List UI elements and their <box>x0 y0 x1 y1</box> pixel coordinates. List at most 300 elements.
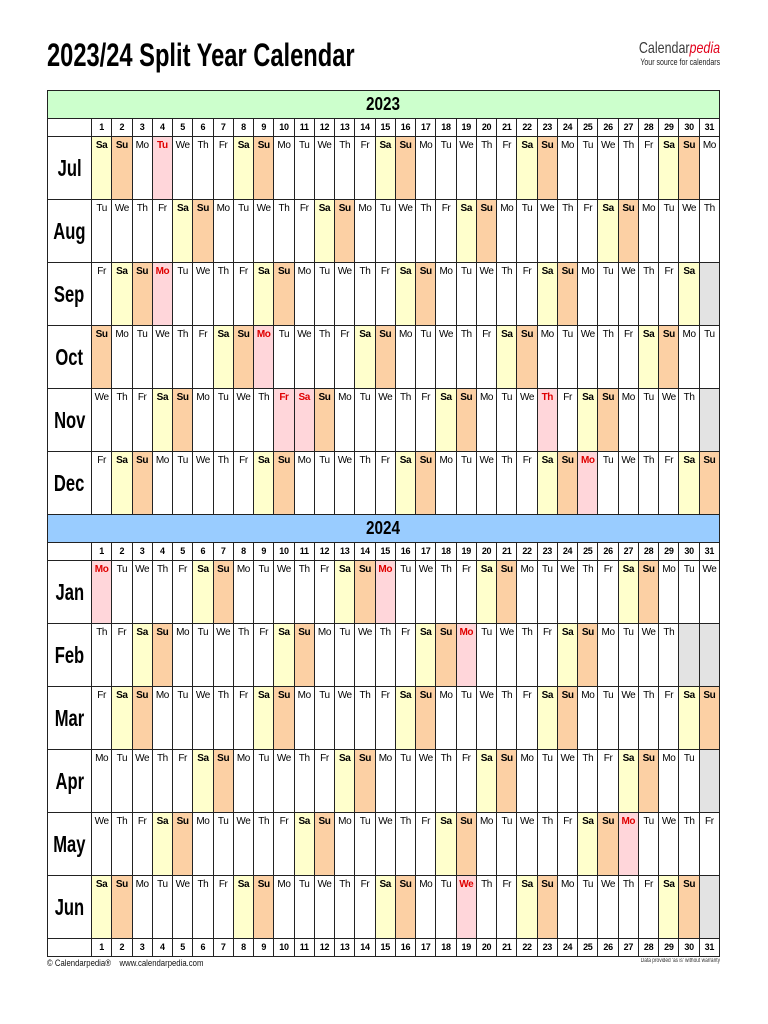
day-number: 7 <box>214 119 234 137</box>
day-cell: Th <box>376 624 396 687</box>
month-name: May <box>53 830 86 857</box>
saturday-cell: Sa <box>295 813 315 876</box>
day-number: 17 <box>416 939 436 957</box>
day-cell: Fr <box>214 876 234 939</box>
day-cell: Mo <box>477 389 497 452</box>
day-cell: We <box>335 687 355 750</box>
day-cell: Th <box>396 389 416 452</box>
day-number: 24 <box>558 543 578 561</box>
month-row-nov <box>48 389 720 452</box>
day-cell: Fr <box>153 200 173 263</box>
sunday-cell: Su <box>538 876 558 939</box>
saturday-cell: Sa <box>112 452 132 515</box>
day-number: 2 <box>112 543 132 561</box>
saturday-cell: Sa <box>538 263 558 326</box>
day-cell: We <box>538 200 558 263</box>
day-cell: Mo <box>436 687 456 750</box>
sunday-cell: Su <box>173 813 193 876</box>
day-cell: Tu <box>578 137 598 200</box>
day-cell: Th <box>153 750 173 813</box>
day-cell: Mo <box>355 200 375 263</box>
day-cell: Th <box>679 389 699 452</box>
day-cell: Mo <box>133 876 153 939</box>
day-cell: Fr <box>517 452 537 515</box>
day-cell: Fr <box>558 389 578 452</box>
sunday-cell: Su <box>639 750 659 813</box>
day-cell: We <box>234 813 254 876</box>
sunday-cell: Su <box>558 687 578 750</box>
day-number: 5 <box>173 939 193 957</box>
sunday-cell: Su <box>457 389 477 452</box>
day-cell: We <box>173 876 193 939</box>
day-cell: Mo <box>396 326 416 389</box>
day-cell: Fr <box>274 813 294 876</box>
holiday-cell: Fr <box>274 389 294 452</box>
day-cell: Mo <box>193 389 213 452</box>
sunday-cell: Su <box>376 326 396 389</box>
day-cell: Fr <box>193 326 213 389</box>
sunday-cell: Su <box>274 687 294 750</box>
day-number: 27 <box>619 939 639 957</box>
sunday-cell: Su <box>396 876 416 939</box>
day-number: 31 <box>700 119 720 137</box>
saturday-cell: Sa <box>214 326 234 389</box>
brand-tagline: Your source for calendars <box>640 57 720 67</box>
day-cell: Fr <box>234 263 254 326</box>
day-number: 30 <box>679 939 699 957</box>
month-label <box>48 750 92 813</box>
day-cell: Fr <box>659 687 679 750</box>
sunday-cell: Su <box>436 624 456 687</box>
day-cell: Fr <box>538 624 558 687</box>
day-cell: Th <box>679 813 699 876</box>
saturday-cell: Sa <box>436 389 456 452</box>
day-cell: We <box>92 813 112 876</box>
day-cell: Mo <box>112 326 132 389</box>
day-cell: Mo <box>234 561 254 624</box>
month-label <box>48 137 92 200</box>
sunday-cell: Su <box>659 326 679 389</box>
saturday-cell: Sa <box>315 200 335 263</box>
year-label: 2024 <box>366 518 401 538</box>
month-label <box>48 263 92 326</box>
day-cell: Tu <box>254 561 274 624</box>
day-cell: We <box>578 326 598 389</box>
day-number: 6 <box>193 939 213 957</box>
saturday-cell: Sa <box>376 876 396 939</box>
holiday-cell: Mo <box>578 452 598 515</box>
day-number-corner <box>48 119 92 137</box>
day-cell: Mo <box>578 687 598 750</box>
day-cell: Th <box>355 452 375 515</box>
disclaimer-text: Data provided 'as is' without warranty <box>640 958 720 964</box>
day-cell: We <box>193 687 213 750</box>
day-number: 29 <box>659 543 679 561</box>
sunday-cell: Su <box>477 200 497 263</box>
sunday-cell: Su <box>558 263 578 326</box>
day-cell: Tu <box>315 452 335 515</box>
saturday-cell: Sa <box>153 813 173 876</box>
day-cell: We <box>558 750 578 813</box>
day-cell: Tu <box>578 876 598 939</box>
day-cell: We <box>315 876 335 939</box>
day-number: 13 <box>335 939 355 957</box>
day-cell: Th <box>193 137 213 200</box>
day-number: 4 <box>153 939 173 957</box>
day-number: 20 <box>477 543 497 561</box>
month-row-apr <box>48 750 720 813</box>
day-cell: Th <box>355 687 375 750</box>
day-cell: We <box>619 452 639 515</box>
day-cell: We <box>619 687 639 750</box>
day-number: 28 <box>639 543 659 561</box>
day-cell: We <box>315 137 335 200</box>
day-number: 12 <box>315 939 335 957</box>
day-cell: Tu <box>700 326 720 389</box>
day-cell: Tu <box>274 326 294 389</box>
brand-name-accent: pedia <box>689 40 720 57</box>
day-cell: Fr <box>254 624 274 687</box>
sunday-cell: Su <box>578 624 598 687</box>
day-cell: Tu <box>598 687 618 750</box>
day-cell: Fr <box>517 687 537 750</box>
day-cell: Tu <box>315 263 335 326</box>
day-cell: We <box>295 326 315 389</box>
day-cell: Tu <box>315 687 335 750</box>
copyright-text: © Calendarpedia® <box>47 958 111 968</box>
day-cell: Th <box>659 624 679 687</box>
day-cell: Tu <box>92 200 112 263</box>
saturday-cell: Sa <box>578 813 598 876</box>
day-cell: Th <box>193 876 213 939</box>
day-cell: Fr <box>436 200 456 263</box>
day-cell: We <box>214 624 234 687</box>
day-cell: We <box>679 200 699 263</box>
day-cell: Mo <box>92 750 112 813</box>
day-number: 1 <box>92 543 112 561</box>
day-cell: We <box>416 750 436 813</box>
saturday-cell: Sa <box>274 624 294 687</box>
day-cell: Th <box>619 876 639 939</box>
sunday-cell: Su <box>274 452 294 515</box>
saturday-cell: Sa <box>497 326 517 389</box>
day-cell: Fr <box>457 750 477 813</box>
saturday-cell: Sa <box>619 561 639 624</box>
sunday-cell: Su <box>173 389 193 452</box>
day-cell: We <box>659 813 679 876</box>
day-number: 26 <box>598 119 618 137</box>
month-name: Nov <box>53 406 86 433</box>
day-number: 2 <box>112 119 132 137</box>
day-cell: Fr <box>376 263 396 326</box>
day-cell: Th <box>335 876 355 939</box>
day-number: 8 <box>234 543 254 561</box>
sunday-cell: Su <box>679 137 699 200</box>
saturday-cell: Sa <box>376 137 396 200</box>
day-cell: Fr <box>173 750 193 813</box>
saturday-cell: Sa <box>193 561 213 624</box>
day-number: 18 <box>436 543 456 561</box>
day-number: 9 <box>254 939 274 957</box>
day-cell: Fr <box>497 876 517 939</box>
day-cell: We <box>457 137 477 200</box>
day-number: 18 <box>436 939 456 957</box>
saturday-cell: Sa <box>173 200 193 263</box>
month-label <box>48 200 92 263</box>
sunday-cell: Su <box>517 326 537 389</box>
sunday-cell: Su <box>274 263 294 326</box>
day-cell: Tu <box>457 263 477 326</box>
day-cell: Fr <box>112 624 132 687</box>
day-cell: Fr <box>477 326 497 389</box>
day-cell: Tu <box>335 624 355 687</box>
day-cell: Fr <box>659 452 679 515</box>
holiday-cell: Tu <box>153 137 173 200</box>
year-label: 2023 <box>366 94 401 114</box>
page-title: 2023/24 Split Year Calendar <box>47 37 355 73</box>
day-cell: Mo <box>436 452 456 515</box>
month-name: Jan <box>55 578 84 605</box>
day-number: 28 <box>639 119 659 137</box>
brand-name <box>639 40 720 57</box>
month-name: Feb <box>54 641 85 668</box>
day-number: 14 <box>355 939 375 957</box>
day-cell: Fr <box>598 750 618 813</box>
day-cell: Mo <box>700 137 720 200</box>
day-cell: Tu <box>517 200 537 263</box>
day-number: 20 <box>477 939 497 957</box>
day-number: 24 <box>558 939 578 957</box>
day-number: 7 <box>214 543 234 561</box>
day-number: 4 <box>153 119 173 137</box>
day-cell: Tu <box>173 263 193 326</box>
saturday-cell: Sa <box>112 263 132 326</box>
saturday-cell: Sa <box>538 452 558 515</box>
day-cell: We <box>477 452 497 515</box>
day-cell: Th <box>477 876 497 939</box>
day-cell: Th <box>416 200 436 263</box>
day-cell: Fr <box>598 561 618 624</box>
day-cell: We <box>619 263 639 326</box>
day-cell: Th <box>254 389 274 452</box>
day-cell: Mo <box>153 687 173 750</box>
day-cell: Tu <box>355 389 375 452</box>
brand-name-main: Calendar <box>638 40 690 57</box>
day-cell: Fr <box>700 813 720 876</box>
holiday-cell: Sa <box>295 389 315 452</box>
day-cell: Mo <box>639 200 659 263</box>
day-cell: We <box>558 561 578 624</box>
day-cell: Tu <box>619 624 639 687</box>
month-row-jan <box>48 561 720 624</box>
empty-day-cell <box>700 750 720 813</box>
day-number: 24 <box>558 119 578 137</box>
day-number: 16 <box>396 939 416 957</box>
day-cell: Mo <box>659 750 679 813</box>
saturday-cell: Sa <box>436 813 456 876</box>
month-label <box>48 452 92 515</box>
day-number: 17 <box>416 119 436 137</box>
day-cell: Fr <box>558 813 578 876</box>
saturday-cell: Sa <box>92 876 112 939</box>
sunday-cell: Su <box>355 561 375 624</box>
month-row-may <box>48 813 720 876</box>
sunday-cell: Su <box>679 876 699 939</box>
day-cell: Fr <box>619 326 639 389</box>
day-cell: Fr <box>639 137 659 200</box>
day-cell: Tu <box>659 200 679 263</box>
sunday-cell: Su <box>214 561 234 624</box>
day-cell: Mo <box>153 452 173 515</box>
day-cell: Tu <box>639 389 659 452</box>
day-number: 3 <box>133 939 153 957</box>
day-number: 19 <box>457 543 477 561</box>
sunday-cell: Su <box>497 750 517 813</box>
day-cell: Fr <box>92 263 112 326</box>
day-cell: We <box>477 263 497 326</box>
day-cell: Mo <box>416 137 436 200</box>
day-number: 31 <box>700 939 720 957</box>
day-number: 10 <box>274 939 294 957</box>
day-number: 4 <box>153 543 173 561</box>
sunday-cell: Su <box>234 326 254 389</box>
day-number: 16 <box>396 119 416 137</box>
day-cell: Mo <box>295 687 315 750</box>
day-cell: We <box>173 137 193 200</box>
sunday-cell: Su <box>457 813 477 876</box>
day-number: 15 <box>376 119 396 137</box>
sunday-cell: Su <box>315 813 335 876</box>
sunday-cell: Su <box>416 452 436 515</box>
day-cell: Mo <box>558 137 578 200</box>
day-cell: We <box>497 624 517 687</box>
day-cell: Th <box>92 624 112 687</box>
day-cell: We <box>355 624 375 687</box>
month-label <box>48 687 92 750</box>
day-cell: We <box>234 389 254 452</box>
month-name: Dec <box>54 469 85 496</box>
day-cell: Mo <box>517 750 537 813</box>
saturday-cell: Sa <box>153 389 173 452</box>
day-cell: Mo <box>558 876 578 939</box>
day-number: 12 <box>315 543 335 561</box>
day-cell: Tu <box>112 750 132 813</box>
day-cell: Th <box>214 452 234 515</box>
day-cell: Tu <box>598 452 618 515</box>
day-number: 25 <box>578 119 598 137</box>
day-cell: Th <box>396 813 416 876</box>
day-cell: Mo <box>619 389 639 452</box>
empty-day-cell <box>700 389 720 452</box>
day-cell: We <box>133 561 153 624</box>
month-name: Oct <box>55 343 84 370</box>
saturday-cell: Sa <box>254 263 274 326</box>
month-row-sep <box>48 263 720 326</box>
day-number: 15 <box>376 543 396 561</box>
day-cell: Th <box>558 200 578 263</box>
empty-day-cell <box>679 624 699 687</box>
day-cell: We <box>376 813 396 876</box>
day-cell: Fr <box>659 263 679 326</box>
day-cell: Th <box>477 137 497 200</box>
month-row-jul <box>48 137 720 200</box>
sunday-cell: Su <box>335 200 355 263</box>
day-number: 19 <box>457 939 477 957</box>
day-cell: Mo <box>679 326 699 389</box>
day-cell: Tu <box>396 561 416 624</box>
saturday-cell: Sa <box>396 452 416 515</box>
holiday-cell: Mo <box>376 561 396 624</box>
sunday-cell: Su <box>153 624 173 687</box>
sunday-cell: Su <box>497 561 517 624</box>
day-cell: Th <box>538 813 558 876</box>
sunday-cell: Su <box>315 389 335 452</box>
sunday-cell: Su <box>619 200 639 263</box>
day-cell: Tu <box>538 561 558 624</box>
saturday-cell: Sa <box>335 750 355 813</box>
day-cell: Th <box>214 687 234 750</box>
day-number: 1 <box>92 939 112 957</box>
day-number: 8 <box>234 119 254 137</box>
day-cell: Tu <box>234 200 254 263</box>
day-cell: Th <box>639 452 659 515</box>
empty-day-cell <box>700 263 720 326</box>
day-cell: We <box>133 750 153 813</box>
day-number: 3 <box>133 543 153 561</box>
day-cell: Th <box>335 137 355 200</box>
day-cell: Th <box>234 624 254 687</box>
day-cell: Fr <box>234 452 254 515</box>
day-cell: Fr <box>396 624 416 687</box>
day-number: 25 <box>578 939 598 957</box>
day-number: 25 <box>578 543 598 561</box>
day-number: 11 <box>295 939 315 957</box>
day-cell: Fr <box>416 389 436 452</box>
day-cell: Mo <box>335 389 355 452</box>
day-cell: Tu <box>355 813 375 876</box>
day-cell: Tu <box>173 452 193 515</box>
day-number: 11 <box>295 119 315 137</box>
saturday-cell: Sa <box>679 263 699 326</box>
day-cell: Tu <box>133 326 153 389</box>
day-number: 12 <box>315 119 335 137</box>
day-cell: Mo <box>335 813 355 876</box>
day-cell: Mo <box>133 137 153 200</box>
day-cell: Mo <box>497 200 517 263</box>
holiday-cell: Mo <box>619 813 639 876</box>
day-cell: Tu <box>376 200 396 263</box>
day-number-corner <box>48 543 92 561</box>
day-cell: Fr <box>376 452 396 515</box>
sunday-cell: Su <box>133 452 153 515</box>
day-cell: Tu <box>436 137 456 200</box>
day-cell: Mo <box>436 263 456 326</box>
day-number: 18 <box>436 119 456 137</box>
day-cell: Fr <box>92 687 112 750</box>
day-number: 27 <box>619 543 639 561</box>
day-cell: Th <box>153 561 173 624</box>
day-cell: Fr <box>133 813 153 876</box>
website-link[interactable]: www.calendarpedia.com <box>119 958 204 968</box>
day-cell: Fr <box>214 137 234 200</box>
sunday-cell: Su <box>254 137 274 200</box>
day-cell: We <box>477 687 497 750</box>
day-cell: Tu <box>254 750 274 813</box>
day-cell: Fr <box>133 389 153 452</box>
saturday-cell: Sa <box>578 389 598 452</box>
sunday-cell: Su <box>700 687 720 750</box>
saturday-cell: Sa <box>679 687 699 750</box>
